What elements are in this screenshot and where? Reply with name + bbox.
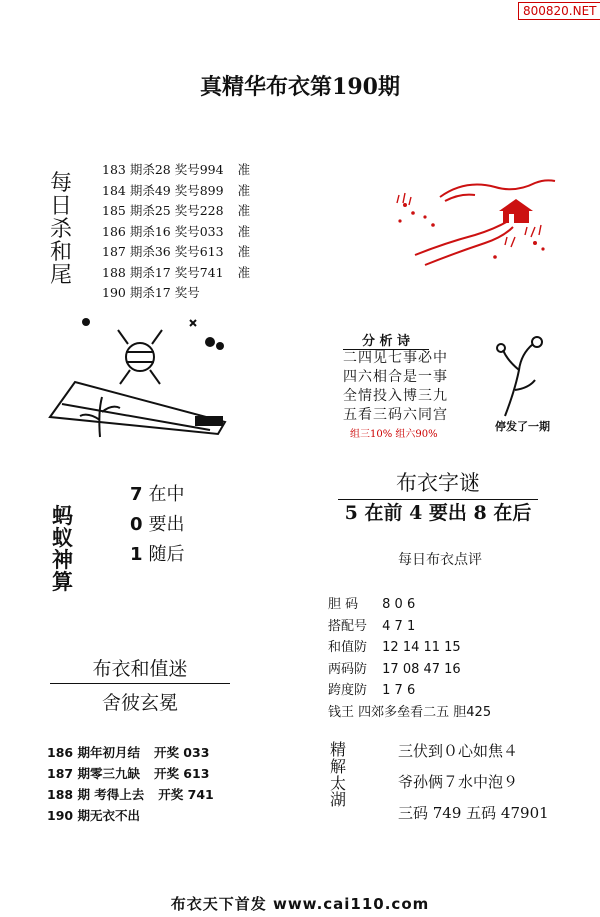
- ant-calc-label: [52, 505, 73, 593]
- list-item: 三伏到０心如焦４: [398, 742, 519, 760]
- jingjie-lines: [398, 736, 549, 829]
- red-landscape-image: [385, 165, 560, 270]
- analysis-poem: [343, 349, 448, 425]
- label-char: 蚁: [52, 525, 73, 551]
- list-item: 186 期年初月结 开奖 033: [47, 745, 210, 760]
- list-item: 188 期杀17 奖号741 准: [102, 264, 251, 280]
- daily-kill-list: [102, 160, 250, 304]
- list-item: 钱王 四郊多垒看二五 胆425: [328, 704, 492, 720]
- label-char: 日: [50, 194, 73, 220]
- list-item: 三码 749 五码 47901: [398, 804, 549, 822]
- list-item: 7 在中: [130, 484, 185, 505]
- label-char: 杀: [50, 217, 73, 243]
- analysis-poem-title: 分 析 诗: [343, 330, 429, 350]
- poem-line: 四六相合是一事: [343, 369, 448, 385]
- label-char: 解: [330, 756, 347, 776]
- hezhi-riddle-title: 布衣和值迷: [50, 654, 230, 684]
- daily-review-title: 每日布衣点评: [398, 552, 482, 568]
- poem-line: 五看三码六同宫: [343, 407, 448, 423]
- label-char: 尾: [50, 263, 73, 289]
- label-char: 和: [50, 240, 73, 266]
- ant-sketch-image: [40, 312, 240, 444]
- list-item: 186 期杀16 奖号033 准: [102, 223, 251, 239]
- branch-caption: 停发了一期: [495, 420, 550, 433]
- riddle-text: 5 在前 4 要出 8 在后: [344, 502, 532, 524]
- label-char: 蚂: [52, 503, 73, 528]
- site-badge[interactable]: 800820.NET: [518, 2, 600, 20]
- list-item: 187 期零三九缺 开奖 613: [47, 766, 210, 781]
- list-item: 188 期 考得上去 开奖 741: [47, 787, 214, 802]
- poem-footer: 组三10% 组六90%: [350, 429, 438, 440]
- list-item: 190 期无衣不出: [47, 808, 140, 823]
- list-item: 185 期杀25 奖号228 准: [102, 203, 251, 218]
- label-char: 精: [330, 740, 347, 759]
- daily-kill-label: [50, 172, 72, 287]
- list-item: 跨度防 1 7 6: [328, 683, 416, 698]
- results-list: [47, 742, 214, 826]
- label-char: 算: [52, 569, 73, 595]
- poem-line: 二四见七事必中: [343, 350, 448, 366]
- list-item: 1 随后: [130, 544, 185, 565]
- branch-sketch-image: [485, 330, 555, 418]
- label-char: 湖: [330, 790, 347, 810]
- list-item: 和值防 12 14 11 15: [328, 640, 461, 655]
- list-item: 187 期杀36 奖号613 准: [102, 244, 251, 259]
- riddle-title: 布衣字谜: [338, 467, 538, 500]
- label-char: 太: [330, 773, 347, 793]
- label-char: 每: [50, 171, 73, 196]
- ant-calc-lines: [130, 480, 185, 570]
- poem-line: 全情投入博三九: [343, 388, 448, 404]
- page-title: 真精华布衣第190期: [200, 74, 400, 100]
- label-char: 神: [52, 547, 73, 573]
- list-item: 爷孙俩７水中泡９: [398, 773, 519, 791]
- list-item: 183 期杀28 奖号994 准: [102, 162, 251, 177]
- daily-review-list: [328, 594, 491, 723]
- jingjie-label: [330, 742, 346, 809]
- list-item: 胆 码 8 0 6: [328, 597, 416, 612]
- list-item: 184 期杀49 奖号899 准: [102, 182, 251, 198]
- footer-site[interactable]: 布衣天下首发 www.cai110.com: [170, 895, 430, 913]
- hezhi-riddle-answer: 舍彼玄冕: [101, 692, 178, 714]
- list-item: 0 要出: [130, 514, 185, 535]
- list-item: 搭配号 4 7 1: [328, 618, 416, 634]
- list-item: 两码防 17 08 47 16: [328, 661, 461, 677]
- list-item: 190 期杀17 奖号: [102, 285, 200, 300]
